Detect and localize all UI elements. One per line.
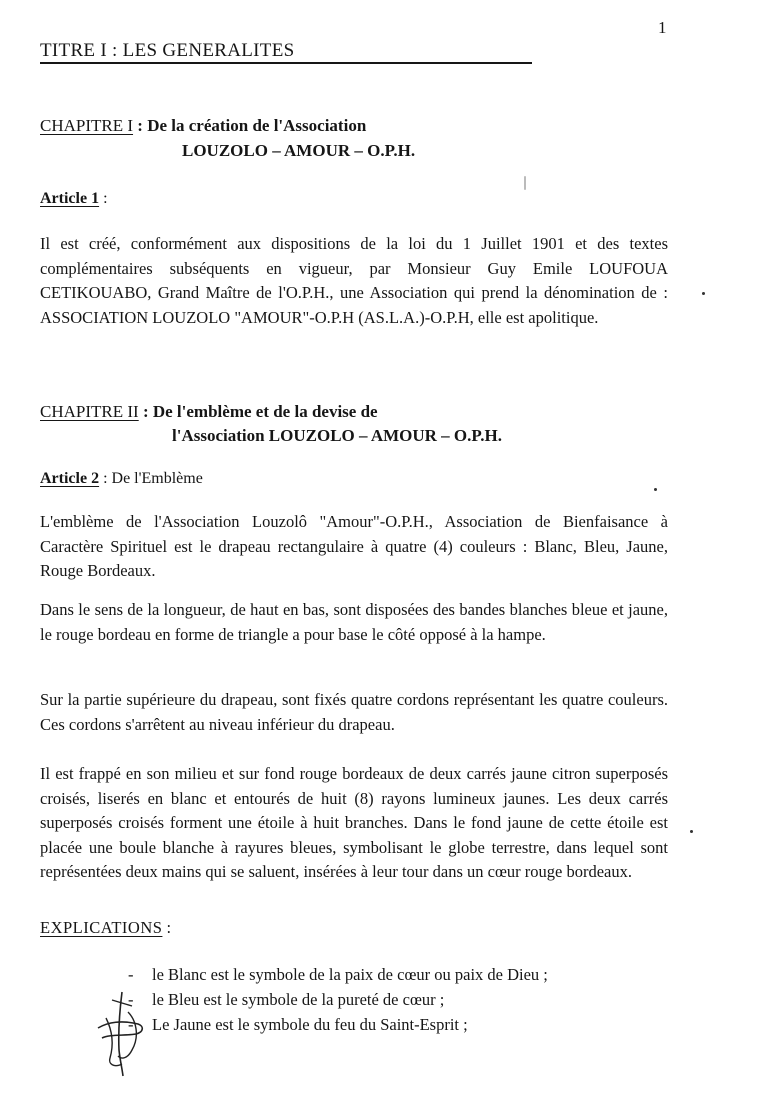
chapitre-1-heading bbox=[40, 116, 366, 136]
chapitre-2-title-line2: l'Association LOUZOLO – AMOUR – O.P.H. bbox=[172, 426, 502, 445]
list-item-text: le Blanc est le symbole de la paix de cœur ou paix de Dieu ; bbox=[152, 965, 548, 984]
scan-speck bbox=[702, 292, 705, 295]
list-item bbox=[128, 962, 548, 987]
article-1-label: Article 1 bbox=[40, 190, 100, 207]
list-item bbox=[128, 987, 548, 1012]
article-2-paragraph-3: Sur la partie supérieure du drapeau, sont fixés quatre cordons représentant les quatre couleurs. Ces cordons s'arrêtent au niveau inférieur du drapeau. bbox=[40, 690, 668, 734]
chapitre-2-label: CHAPITRE II bbox=[40, 402, 139, 421]
explications-label: EXPLICATIONS bbox=[40, 918, 163, 937]
list-item-text: Le Jaune est le symbole du feu du Saint-Esprit ; bbox=[152, 1015, 468, 1034]
explications-colon: : bbox=[162, 918, 172, 937]
article-2-paragraph-4: Il est frappé en son milieu et sur fond rouge bordeaux de deux carrés jaune citron superposés croisés, liserés en blanc et entourés de huit (8) rayons lumineux jaunes. Les deux carrés superposés croisés forment une étoile à huit branches. Dans le fond jaune de cette étoile est placée une boule blanche à rayures bleues, symbolisant le globe terrestre, dans lequel sont représentées deux mains qui se saluent, insérées à leur tour dans un cœur rouge bordeaux. bbox=[40, 764, 668, 881]
article-1-heading bbox=[40, 190, 108, 208]
explications-heading bbox=[40, 918, 171, 938]
article-1-colon: : bbox=[99, 190, 108, 207]
scan-speck bbox=[524, 176, 526, 190]
article-2-subtitle: : De l'Emblème bbox=[99, 470, 203, 487]
chapitre-1-title-line1: : De la création de l'Association bbox=[133, 116, 367, 135]
article-2-paragraph-1: L'emblème de l'Association Louzolô "Amour"-O.P.H., Association de Bienfaisance à Caractère Spirituel est le drapeau rectangulaire à quatre (4) couleurs : Blanc, Bleu, Jaune, Rouge Bordeaux. bbox=[40, 512, 668, 580]
chapitre-1-title-line2: LOUZOLO – AMOUR – O.P.H. bbox=[182, 141, 416, 160]
chapitre-1-label: CHAPITRE I bbox=[40, 116, 134, 135]
list-item bbox=[128, 1012, 548, 1037]
article-2-heading bbox=[40, 470, 203, 488]
dash-bullet-icon: - bbox=[128, 990, 134, 1009]
titre-heading: TITRE I : LES GENERALITES bbox=[40, 40, 295, 61]
article-2-paragraph-2: Dans le sens de la longueur, de haut en bas, sont disposées des bandes blanches bleue et jaune, le rouge bordeau en forme de triangle a pour base le côté opposé à la hampe. bbox=[40, 600, 668, 644]
article-2-label: Article 2 bbox=[40, 470, 100, 487]
page-number: 1 bbox=[658, 18, 667, 37]
chapitre-2-title-line1: : De l'emblème et de la devise de bbox=[138, 402, 378, 421]
scan-speck bbox=[654, 488, 657, 491]
titre-underline bbox=[40, 62, 532, 64]
article-1-paragraph: Il est créé, conformément aux dispositions de la loi du 1 Juillet 1901 et des textes complémentaires subséquents en vigueur, par Monsieur Guy Emile LOUFOUA CETIKOUABO, Grand Maître de l'O.P.H., une Association qui prend la dénomination de : ASSOCIATION LOUZOLO "AMOUR"-O.P.H (AS.L.A.)-O.P.H, elle est apolitique. bbox=[40, 234, 668, 327]
scan-speck bbox=[690, 830, 693, 833]
handwritten-signature-icon bbox=[92, 988, 148, 1078]
chapitre-2-heading bbox=[40, 402, 378, 422]
explications-list bbox=[128, 962, 548, 1037]
dash-bullet-icon: - bbox=[128, 1015, 134, 1034]
list-item-text: le Bleu est le symbole de la pureté de cœur ; bbox=[152, 990, 445, 1009]
dash-bullet-icon: - bbox=[128, 965, 134, 984]
